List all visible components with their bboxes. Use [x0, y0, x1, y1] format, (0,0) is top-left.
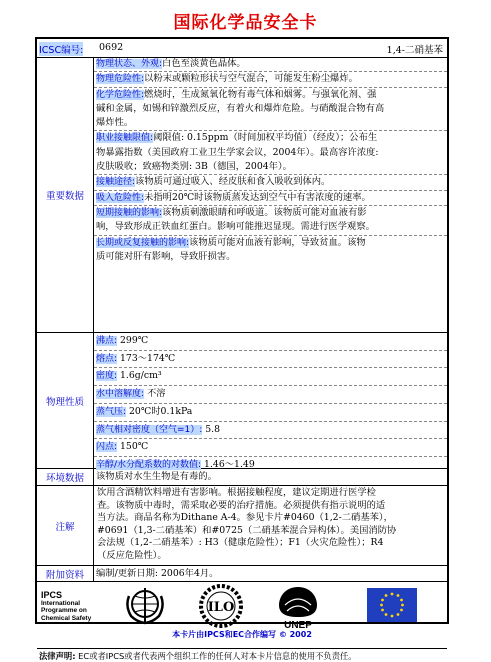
- important-item-key: 物理危险性:: [96, 74, 145, 85]
- physical-property-row: [94, 367, 447, 385]
- important-item-text: 爆炸性。: [96, 117, 134, 129]
- important-item-text: 该物质可通过吸入、经皮肤和食入吸收到体内。: [135, 176, 331, 188]
- physical-property-row: [94, 403, 447, 421]
- note-line: 饮用含酒精饮料增进有害影响。根据接触程度，建议定期进行医学检: [97, 487, 376, 498]
- physical-property-key: 蒸气压:: [96, 406, 127, 417]
- safety-card: [35, 37, 449, 661]
- note-line: 会法规（1,2-二硝基苯）: H3（健康危险性）；F1（火灾危险性）；R4: [97, 537, 384, 549]
- physical-property-row: [94, 350, 447, 368]
- important-item-text: 白色至淡黄色晶体。: [162, 58, 246, 69]
- physical-property-row: [94, 385, 447, 403]
- important-item-text: 物暴露指数（美国政府工业卫生学家会议，2004年）。最高容许浓度:: [96, 146, 379, 158]
- icsc-label: ICSC编号:: [39, 42, 83, 56]
- important-item-line: [94, 205, 447, 220]
- important-item-line: [94, 174, 447, 189]
- important-item-line: [94, 250, 447, 264]
- physical-property-key: 闪点:: [96, 442, 118, 453]
- important-item-key: 职业接触限值:: [96, 133, 154, 144]
- important-item-line: [94, 190, 447, 205]
- important-item-key: 吸入危险性:: [96, 192, 145, 203]
- important-item-line: [94, 116, 447, 130]
- important-item-text: 以粉末或颗粒形状与空气混合，可能发生粉尘爆炸。: [144, 73, 358, 85]
- physical-property-value: 173～174℃: [117, 352, 176, 364]
- disclaimer-text: EC或者IPCS或者代表两个组织工作的任何人对本卡片信息的使用不负责任。: [75, 651, 357, 661]
- card-title: 国际化学品安全卡: [173, 13, 318, 33]
- produced-by: 本卡片由IPCS和EC合作编写 © 2002: [172, 630, 312, 639]
- notes-body: [94, 486, 447, 565]
- physical-property-value: 150℃: [117, 441, 149, 453]
- important-data-body: [94, 57, 447, 332]
- notes-label: 注解: [37, 486, 94, 565]
- physical-property-row: [94, 438, 447, 456]
- additional-body: [94, 566, 447, 581]
- important-data-label: 重要数据: [37, 57, 94, 332]
- physical-property-value: 5.8: [202, 423, 221, 435]
- environment-label: 环境数据: [37, 469, 94, 485]
- legal-disclaimer: [39, 650, 357, 662]
- important-item-text: 响，导致形成正铁血红蛋白。影响可能推迟显现。需进行医学观察。: [96, 221, 375, 233]
- ipcs-abbr: IPCS: [41, 590, 63, 600]
- physical-property-key: 蒸气相对密度（空气=1）:: [96, 424, 203, 435]
- important-item-text: 燃烧时，生成氮氧化物有毒气体和烟雾。与强氧化剂、强: [144, 88, 377, 100]
- physical-property-value: 299℃: [117, 335, 149, 346]
- additional-section: [37, 566, 447, 582]
- additional-text: 编制/更新日期: 2006年4月。: [96, 568, 219, 579]
- important-item-text: 该物质刺激眼睛和呼吸道。该物质可能对血液有影: [162, 206, 367, 218]
- important-item-text: 未指明20℃时该物质蒸发达到空气中有害浓度的速率。: [144, 191, 371, 203]
- logo-strip: [37, 582, 447, 649]
- physical-property-key: 水中溶解度:: [96, 389, 145, 400]
- physical-property-value: 1.6g/cm³: [117, 370, 162, 382]
- important-item-line: [94, 130, 447, 145]
- note-line: #0691（1,3-二硝基苯）和#0725（二硝基苯混合异构体）。美国消防协: [97, 524, 397, 536]
- physical-property-row: [94, 333, 447, 350]
- who-emblem-icon: [123, 586, 167, 626]
- important-item-line: [94, 102, 447, 116]
- ipcs-line-1: International: [41, 599, 81, 607]
- important-item-text: 该物质可能对血液有影响，导致贫血。该物: [189, 236, 366, 248]
- ipcs-line-3: Chemical Safety: [41, 614, 92, 622]
- important-item-line: [94, 235, 447, 250]
- icsc-row: [37, 39, 447, 58]
- physical-property-key: 沸点:: [96, 336, 118, 346]
- important-item-line: [94, 71, 447, 86]
- physical-property-value: 1.46～1.49: [201, 458, 255, 470]
- physical-property-value: 20℃时0.1kPa: [126, 405, 193, 417]
- disclaimer-label: 法律声明:: [39, 651, 76, 661]
- physical-property-key: 熔点:: [96, 353, 118, 364]
- physical-property-key: 密度:: [96, 371, 118, 382]
- important-item-key: 接触途径:: [96, 177, 136, 188]
- note-line: 查。该物质中毒时，需采取必要的治疗措施。必须提供有指示说明的适: [97, 499, 386, 511]
- note-line: 当方法。商品名称为Dithane A-4。参见卡片#0460（1,2-二硝基苯），: [97, 512, 393, 524]
- important-item-text: 碱和金属，如锡和锌激烈反应，有着火和爆炸危险。与硝酸混合物有高: [96, 102, 385, 114]
- ilo-text: ILO: [207, 600, 235, 615]
- physical-properties-label: 物理性质: [37, 333, 94, 468]
- icsc-number: 0692: [99, 42, 124, 53]
- important-item-text: 阈限值: 0.15ppm（时间加权平均值）（经皮）；公布生: [153, 132, 378, 144]
- environment-text: 该物质对水生生物是有毒的。: [96, 471, 217, 482]
- chemical-name: 1,4-二硝基苯: [386, 45, 443, 56]
- note-line: （反应危险性）。: [97, 549, 167, 561]
- physical-property-key: 辛醇/水分配系数的对数值:: [96, 459, 202, 470]
- physical-properties-section: [37, 333, 447, 469]
- important-item-line: [94, 87, 447, 102]
- important-item-key: 短期接触的影响:: [96, 207, 163, 218]
- unep-emblem-icon: [275, 585, 321, 629]
- important-item-text: 皮肤吸收；致癌物类别: 3B（德国，2004年）。: [96, 161, 292, 173]
- ipcs-logo: [41, 592, 91, 622]
- ilo-emblem-icon: [199, 584, 243, 628]
- important-item-line: [94, 57, 447, 71]
- unep-text: UNEP: [284, 620, 312, 629]
- important-item-key: 物理状态、外观:: [96, 59, 163, 69]
- environment-body: [94, 469, 447, 485]
- physical-properties-body: [94, 333, 447, 468]
- important-item-line: [94, 146, 447, 160]
- important-item-line: [94, 160, 447, 174]
- important-item-text: 质可能对肝有影响，导致肝损害。: [96, 250, 236, 262]
- important-item-line: [94, 220, 447, 234]
- ipcs-line-2: Programme on: [41, 607, 87, 614]
- eu-flag-icon: [367, 588, 417, 622]
- important-item-key: 长期或反复接触的影响:: [96, 237, 190, 248]
- notes-section: [37, 486, 447, 566]
- important-data-section: [37, 57, 447, 333]
- physical-property-value: 不溶: [144, 388, 166, 400]
- important-item-key: 化学危险性:: [96, 89, 145, 100]
- physical-property-row: [94, 421, 447, 439]
- additional-label: 附加资料: [37, 566, 94, 581]
- environment-section: [37, 469, 447, 486]
